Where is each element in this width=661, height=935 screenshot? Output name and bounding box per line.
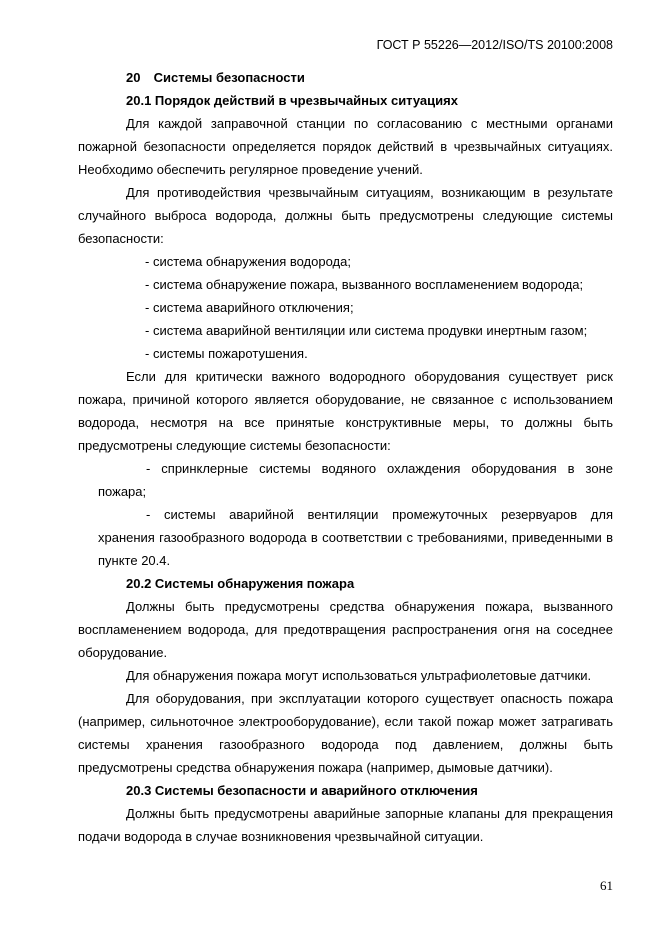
paragraph: Для оборудования, при эксплуатации которого существует опасность пожара (например, сильноточное электрооборудование), если такой пожар может затрагивать системы хранения газообразного водорода под давлением, должны быть предусмотрены средства обнаружения пожара (например, дымовые датчики). <box>78 691 613 775</box>
section-title: Системы безопасности <box>153 70 305 85</box>
list-item: - системы пожаротушения. <box>145 346 308 361</box>
document-body <box>78 66 613 848</box>
list-item: - системы аварийной вентиляции промежуточных резервуаров для хранения газообразного водорода в соответствии с требованиями, приведенными в пункте 20.4. <box>98 507 613 568</box>
list-item: - система обнаружения водорода; <box>145 254 351 269</box>
paragraph: Для противодействия чрезвычайным ситуациям, возникающим в результате случайного выброса водорода, должны быть предусмотрены следующие системы безопасности: <box>78 185 613 246</box>
list-item: - система аварийной вентиляции или система продувки инертным газом; <box>145 323 588 338</box>
subsection-20-1-heading: 20.1 Порядок действий в чрезвычайных ситуациях <box>126 93 458 108</box>
page-number: 61 <box>600 878 613 893</box>
section-number: 20 <box>126 70 141 85</box>
paragraph: Для обнаружения пожара могут использоваться ультрафиолетовые датчики. <box>126 668 592 683</box>
paragraph: Должны быть предусмотрены средства обнаружения пожара, вызванного воспламенением водорода, для предотвращения распространения огня на соседнее оборудование. <box>78 599 613 660</box>
list-item: - система обнаружение пожара, вызванного воспламенением водорода; <box>145 277 584 292</box>
section-20-heading <box>78 66 613 89</box>
subsection-20-2-heading: 20.2 Системы обнаружения пожара <box>126 576 355 591</box>
list-item: - система аварийного отключения; <box>145 300 354 315</box>
paragraph: Для каждой заправочной станции по согласованию с местными органами пожарной безопасности определяется порядок действий в чрезвычайных ситуациях. Необходимо обеспечить регулярное проведение учений. <box>78 116 613 177</box>
paragraph: Если для критически важного водородного оборудования существует риск пожара, причиной которого является оборудование, не связанное с использованием водорода, несмотря на все принятые конструктивные меры, то должны быть предусмотрены следующие системы безопасности: <box>78 369 613 453</box>
paragraph: Должны быть предусмотрены аварийные запорные клапаны для прекращения подачи водорода в случае возникновения чрезвычайной ситуации. <box>78 806 613 844</box>
list-item: - спринклерные системы водяного охлаждения оборудования в зоне пожара; <box>98 461 613 499</box>
document-header: ГОСТ Р 55226—2012/ISO/TS 20100:2008 <box>376 38 613 52</box>
subsection-20-3-heading: 20.3 Системы безопасности и аварийного отключения <box>126 783 478 798</box>
